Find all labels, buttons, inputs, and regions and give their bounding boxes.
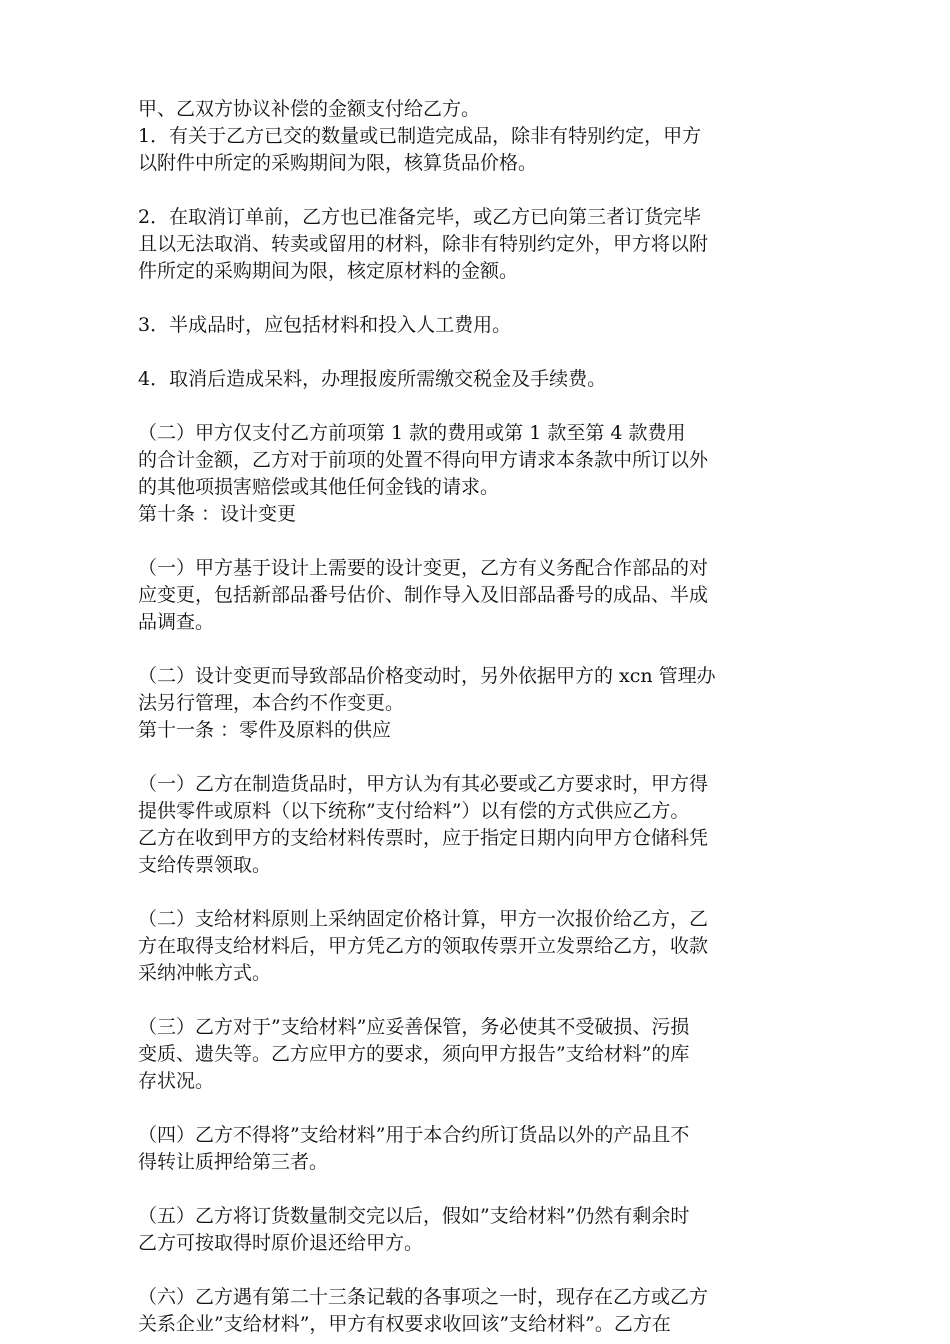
text-line: 关系企业”支给材料”，甲方有权要求收回该”支给材料”。乙方在 bbox=[138, 1313, 671, 1335]
paragraph bbox=[138, 663, 818, 717]
text-line: 应变更，包括新部品番号估价、制作导入及旧部品番号的成品、半成 bbox=[138, 584, 709, 606]
paragraph-spacer bbox=[138, 339, 818, 366]
text-line: 的其他项损害赔偿或其他任何金钱的请求。 bbox=[138, 476, 500, 498]
text-line: 1．有关于乙方已交的数量或已制造完成品，除非有特别约定，甲方 bbox=[138, 125, 702, 147]
text-line: （一）甲方基于设计上需要的设计变更，乙方有义务配合作部品的对 bbox=[138, 557, 709, 579]
text-line: 4．取消后造成呆料，办理报废所需缴交税金及手续费。 bbox=[138, 368, 607, 390]
text-line: 的合计金额，乙方对于前项的处置不得向甲方请求本条款中所订以外 bbox=[138, 449, 709, 471]
paragraph-spacer bbox=[138, 636, 818, 663]
text-line: （二）甲方仅支付乙方前项第 1 款的费用或第 1 款至第 4 款费用 bbox=[138, 422, 686, 444]
paragraph-spacer bbox=[138, 744, 818, 771]
text-line: 且以无法取消、转卖或留用的材料，除非有特别约定外，甲方将以附 bbox=[138, 233, 709, 255]
paragraph bbox=[138, 366, 818, 393]
paragraph-spacer bbox=[138, 285, 818, 312]
text-line: 2．在取消订单前，乙方也已准备完毕，或乙方已向第三者订货完毕 bbox=[138, 206, 702, 228]
paragraph bbox=[138, 501, 818, 528]
paragraph-spacer bbox=[138, 1176, 818, 1203]
paragraph-spacer bbox=[138, 1257, 818, 1284]
text-line: 以附件中所定的采购期间为限，核算货品价格。 bbox=[138, 152, 538, 174]
paragraph bbox=[138, 420, 818, 501]
paragraph bbox=[138, 771, 818, 879]
paragraph-spacer bbox=[138, 879, 818, 906]
text-line: 乙方在收到甲方的支给材料传票时，应于指定日期内向甲方仓储科凭 bbox=[138, 827, 709, 849]
text-line: 得转让质押给第三者。 bbox=[138, 1151, 329, 1173]
paragraph-spacer bbox=[138, 393, 818, 420]
text-line: 存状况。 bbox=[138, 1070, 215, 1092]
text-line: （四）乙方不得将”支给材料”用于本合约所订货品以外的产品且不 bbox=[138, 1124, 690, 1146]
text-line: 提供零件或原料（以下统称”支付给料”）以有偿的方式供应乙方。 bbox=[138, 800, 690, 822]
text-line: 3．半成品时，应包括材料和投入人工费用。 bbox=[138, 314, 512, 336]
paragraph bbox=[138, 312, 818, 339]
paragraph-spacer bbox=[138, 528, 818, 555]
text-line: （六）乙方遇有第二十三条记载的各事项之一时，现存在乙方或乙方 bbox=[138, 1286, 709, 1308]
paragraph bbox=[138, 1203, 818, 1257]
text-line: （二）支给材料原则上采纳固定价格计算，甲方一次报价给乙方，乙 bbox=[138, 908, 709, 930]
paragraph-spacer bbox=[138, 1095, 818, 1122]
text-line: （一）乙方在制造货品时，甲方认为有其必要或乙方要求时，甲方得 bbox=[138, 773, 709, 795]
paragraph bbox=[138, 717, 818, 744]
paragraph-spacer bbox=[138, 177, 818, 204]
text-line: 甲、乙双方协议补偿的金额支付给乙方。 bbox=[138, 98, 481, 120]
document-body bbox=[138, 96, 818, 1338]
text-line: （三）乙方对于”支给材料”应妥善保管，务必使其不受破损、污损 bbox=[138, 1016, 690, 1038]
paragraph bbox=[138, 123, 818, 177]
text-line: （二）设计变更而导致部品价格变动时，另外依据甲方的 xcn 管理办 bbox=[138, 665, 716, 687]
text-line: 品调查。 bbox=[138, 611, 215, 633]
text-line: 变质、遗失等。乙方应甲方的要求，须向甲方报告”支给材料”的库 bbox=[138, 1043, 690, 1065]
paragraph bbox=[138, 1014, 818, 1095]
text-line: 采纳冲帐方式。 bbox=[138, 962, 272, 984]
text-line: 法另行管理，本合约不作变更。 bbox=[138, 692, 405, 714]
paragraph bbox=[138, 204, 818, 285]
text-line: 第十一条 ：零件及原料的供应 bbox=[138, 719, 392, 741]
paragraph-spacer bbox=[138, 987, 818, 1014]
paragraph bbox=[138, 1284, 818, 1338]
paragraph bbox=[138, 906, 818, 987]
text-line: 支给传票领取。 bbox=[138, 854, 272, 876]
text-line: 件所定的采购期间为限，核定原材料的金额。 bbox=[138, 260, 519, 282]
text-line: 乙方可按取得时原价退还给甲方。 bbox=[138, 1232, 424, 1254]
text-line: 第十条 ：设计变更 bbox=[138, 503, 297, 525]
paragraph bbox=[138, 1122, 818, 1176]
paragraph bbox=[138, 96, 818, 123]
paragraph bbox=[138, 555, 818, 636]
text-line: 方在取得支给材料后，甲方凭乙方的领取传票开立发票给乙方，收款 bbox=[138, 935, 709, 957]
text-line: （五）乙方将订货数量制交完以后，假如”支给材料”仍然有剩余时 bbox=[138, 1205, 690, 1227]
